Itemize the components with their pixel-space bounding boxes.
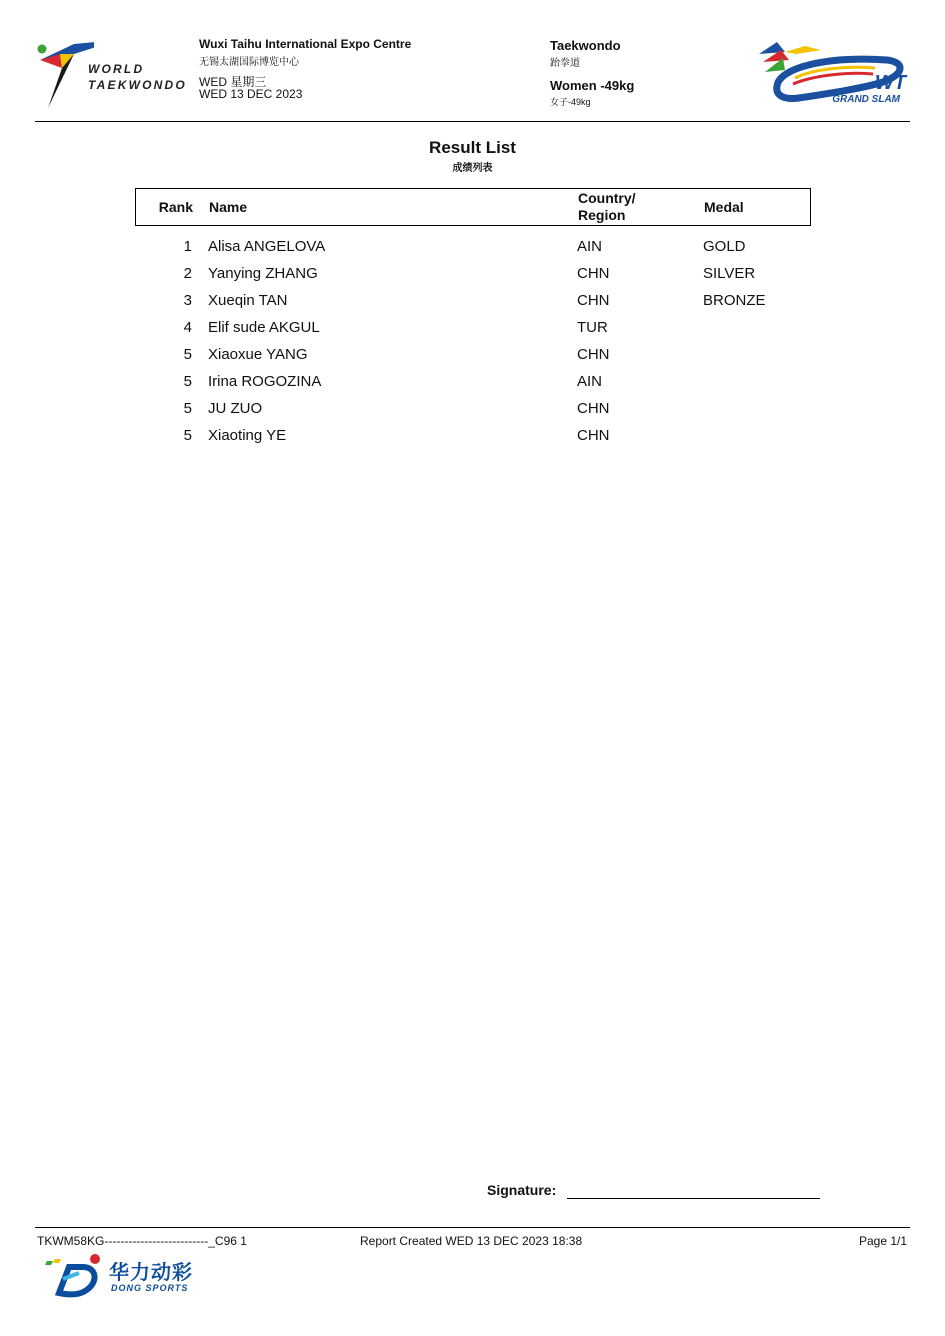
table-row [135, 260, 809, 287]
cell-name: Xiaoxue YANG [208, 346, 308, 363]
grand-slam-text: GRAND SLAM [832, 94, 900, 105]
header-name: Name [209, 199, 248, 215]
header-country [578, 190, 636, 224]
cell-country: AIN [577, 238, 603, 255]
grand-slam-logo [755, 38, 910, 113]
event-name-cn: 女子-49kg [550, 97, 591, 107]
footer-divider [35, 1227, 910, 1228]
header-medal: Medal [704, 199, 744, 215]
cell-medal: SILVER [703, 265, 756, 282]
cell-country: CHN [577, 400, 610, 417]
dong-sports-emblem-icon [45, 1253, 105, 1299]
table-row [135, 422, 809, 449]
cell-country: CHN [577, 346, 610, 363]
cell-country: CHN [577, 265, 610, 282]
report-created: Report Created WED 13 DEC 2023 18:38 [360, 1234, 583, 1248]
cell-rank: 2 [183, 265, 192, 282]
logo-word-taekwondo: TAEKWONDO [88, 78, 187, 92]
cell-medal: GOLD [703, 238, 746, 255]
sponsor-name-en: DONG SPORTS [111, 1283, 189, 1293]
header-divider [35, 121, 910, 122]
header-country-line1: Country/ [578, 190, 636, 206]
header-country-line2: Region [578, 207, 626, 223]
report-code: TKWM58KG--------------------------_C96 1 [37, 1234, 247, 1248]
cell-medal: BRONZE [703, 292, 766, 309]
cell-country: CHN [577, 292, 610, 309]
table-header [135, 188, 811, 226]
dong-sports-logo [45, 1253, 215, 1299]
world-taekwondo-logo [34, 38, 194, 110]
logo-word-world: WORLD [88, 62, 145, 76]
signature-label: Signature: [487, 1182, 557, 1198]
table-row [135, 368, 809, 395]
date-cn: WED 星期三 [199, 75, 267, 89]
sport-name-cn: 跆拳道 [550, 58, 580, 69]
page-title-cn: 成绩列表 [452, 163, 493, 174]
cell-country: TUR [577, 319, 608, 336]
cell-name: Elif sude AKGUL [208, 319, 320, 336]
date-en: WED 13 DEC 2023 [199, 87, 303, 101]
venue-name: Wuxi Taihu International Expo Centre [199, 37, 412, 51]
event-name: Women -49kg [550, 78, 635, 93]
cell-rank: 5 [183, 373, 192, 390]
table-row [135, 314, 809, 341]
cell-name: Alisa ANGELOVA [208, 238, 326, 255]
cell-rank: 3 [183, 292, 192, 309]
cell-name: JU ZUO [208, 400, 263, 417]
signature-line [567, 1198, 820, 1199]
taekwondo-emblem-icon [34, 38, 94, 110]
cell-name: Xueqin TAN [208, 292, 288, 309]
cell-rank: 5 [183, 400, 192, 417]
table-row [135, 341, 809, 368]
cell-name: Irina ROGOZINA [208, 373, 322, 390]
cell-name: Yanying ZHANG [208, 265, 318, 282]
table-row [135, 233, 809, 260]
cell-rank: 1 [183, 238, 192, 255]
cell-rank: 5 [183, 346, 192, 363]
page-number: Page 1/1 [859, 1234, 908, 1248]
header-rank: Rank [158, 199, 193, 215]
cell-name: Xiaoting YE [208, 427, 287, 444]
venue-name-cn: 无锡太湖国际博览中心 [199, 57, 299, 68]
cell-country: AIN [577, 373, 603, 390]
grand-slam-wt-text: WT [874, 72, 906, 94]
sport-name: Taekwondo [550, 38, 621, 53]
sponsor-name-cn: 华力动彩 [109, 1262, 193, 1284]
table-row [135, 395, 809, 422]
table-row [135, 287, 809, 314]
cell-rank: 5 [183, 427, 192, 444]
page-title: Result List [429, 138, 516, 157]
cell-country: CHN [577, 427, 610, 444]
cell-rank: 4 [183, 319, 192, 336]
